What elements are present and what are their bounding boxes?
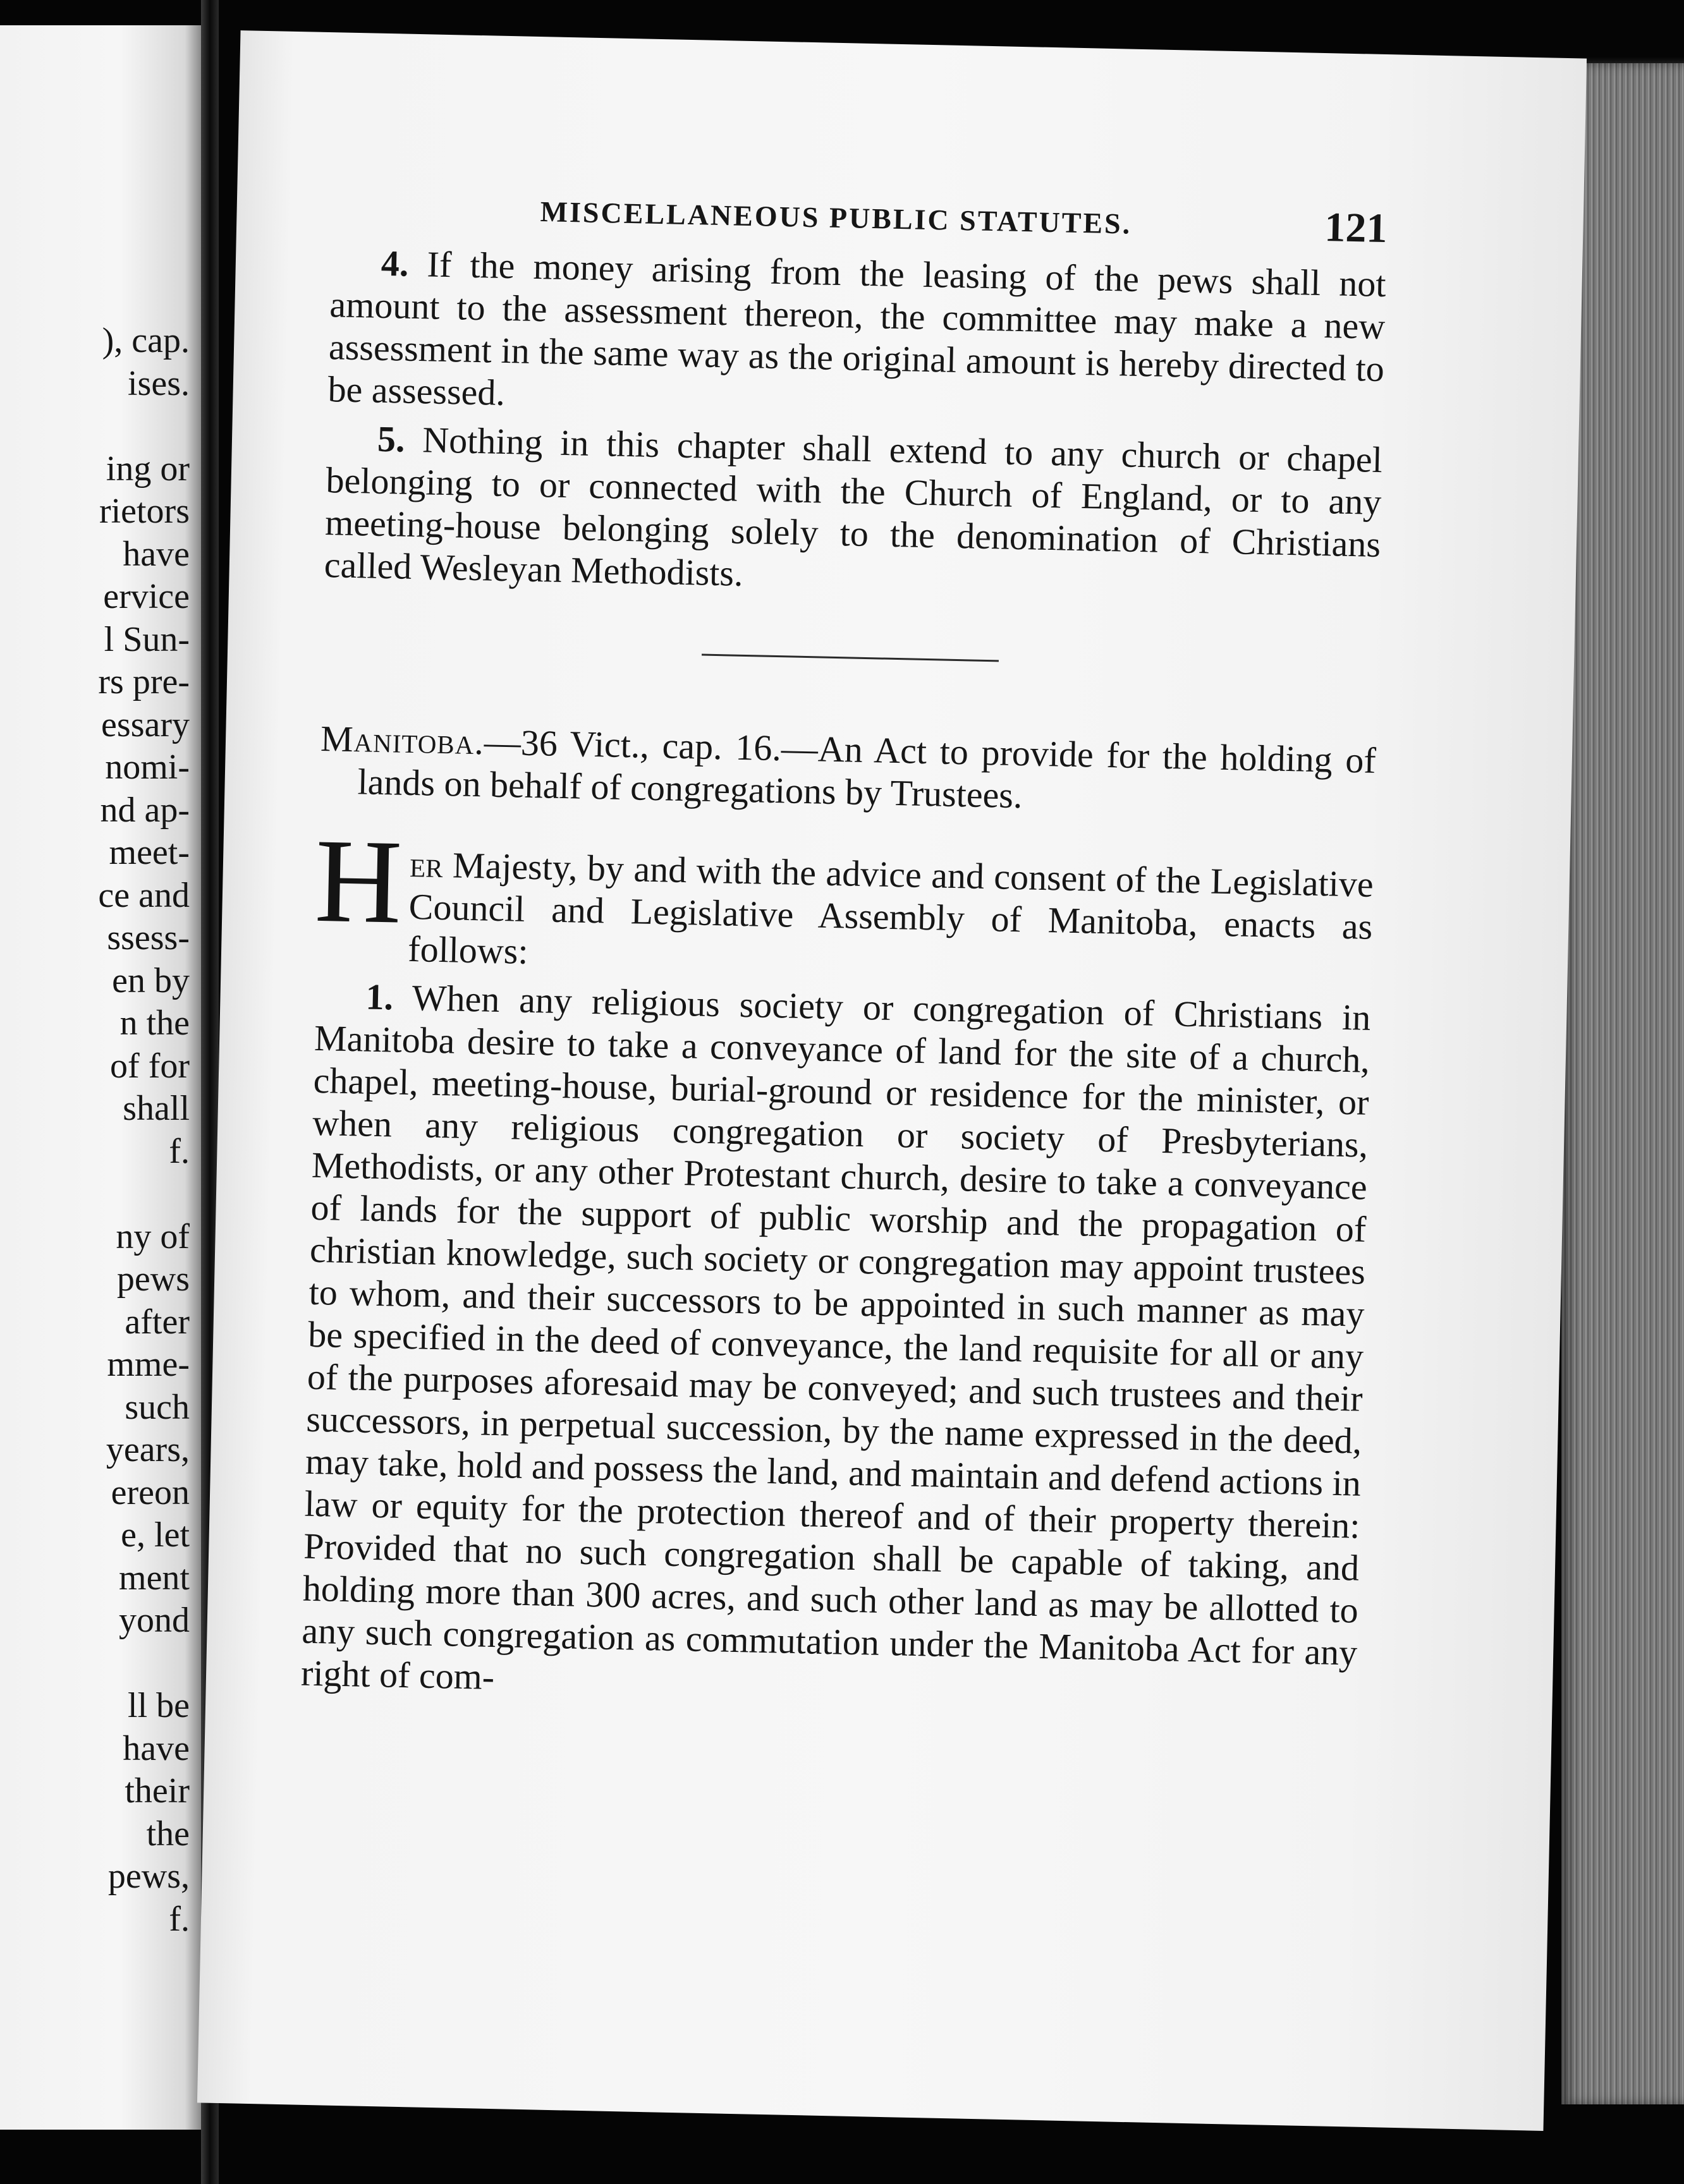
section-1-text: When any religious society or congregation of Christians in Manitoba desire to take a conveyance of land for the site of a church, chapel, meeting-house, burial-ground or residence for the minister, or when any religious congregation or society of Presbyterians, Methodists, or any other Protestant church, desire to take a conveyance of lands for the support of public worship and the propagation of christian knowledge, such society or congregation may appoint trustees to whom, and their successors to be appointed in such manner as may be specified in the deed of conveyance, the land requisite for all or any of the purposes aforesaid may be conveyed; and such trustees and their successors, in perpetual succession, by the name expressed in the deed, may take, hold and possess the land, and maintain and defend actions in law or equity for the protection thereof and of their property therein: Provided that no such congregation shall be capable of taking, and holding more than 300 acres, and such other land as may be allotted to any such congregation as commutation under the Manitoba Act for any right of com-	[300, 976, 1371, 1698]
left-page-fragment: yond	[119, 1601, 190, 1640]
left-page-fragment: of for	[110, 1046, 190, 1086]
left-page-fragment: essary	[101, 705, 190, 744]
act-province: Manitoba.	[320, 717, 485, 763]
left-page-text-fragments	[0, 320, 190, 1941]
left-page-fragment: their	[125, 1771, 190, 1811]
preamble-body: Majesty, by and with the advice and consent of the Legislative Council and Legislative Assembly of Manitoba, enacts as follows:	[407, 844, 1374, 972]
left-page-fragment: such	[125, 1387, 190, 1427]
preamble-text	[314, 814, 1374, 990]
left-page-fragment: ce and	[98, 875, 190, 915]
left-page-fragment: mme-	[107, 1345, 190, 1384]
drop-cap: H	[314, 814, 403, 949]
left-page-fragment: ssess-	[107, 918, 190, 957]
section-5-number: 5.	[377, 418, 406, 460]
preamble	[314, 814, 1374, 990]
left-page-fragment: ), cap.	[102, 321, 190, 360]
left-page-fragment: have	[123, 534, 190, 574]
left-page-fragment: rs pre-	[98, 662, 190, 701]
left-page-fragment: rietors	[99, 492, 190, 531]
left-page-fragment: pews	[116, 1259, 190, 1299]
section-divider-rule	[702, 654, 999, 662]
act-citation: —36 Vict., cap. 16.—An Act to provide for the holding of lands on behalf of congregations by Trustees.	[357, 721, 1377, 816]
left-page-fragment: f.	[169, 1131, 190, 1171]
left-page-fragment: years,	[106, 1430, 190, 1469]
text-column	[300, 190, 1387, 1716]
running-title: MISCELLANEOUS PUBLIC STATUTES.	[540, 195, 1132, 240]
section-1	[300, 974, 1370, 1716]
section-4-text: If the money arising from the leasing of the pews shall not amount to the assessment thereon, the committee may make a new assessment in the same way as the original amount is hereby directed to be assessed.	[327, 243, 1387, 413]
left-page-fragment	[0, 1173, 190, 1216]
left-page-fragment: meet-	[109, 833, 190, 872]
left-page-fragment: pews,	[107, 1857, 190, 1896]
left-page-fragment: ereon	[111, 1472, 190, 1512]
left-page-fragment	[0, 1642, 190, 1685]
left-page-fragment: the	[146, 1814, 190, 1853]
left-page-fragment: nomi-	[105, 748, 190, 787]
left-page-fragment: l Sun-	[104, 619, 190, 659]
section-5	[324, 416, 1382, 608]
section-4-number: 4.	[381, 242, 410, 284]
section-4	[327, 241, 1386, 432]
preamble-first-word: er	[409, 843, 444, 886]
left-page-fragment: ll be	[128, 1686, 190, 1725]
page-number: 121	[1324, 204, 1388, 252]
left-page-fragment: nd ap-	[100, 790, 190, 830]
left-page-fragment: ment	[119, 1558, 190, 1598]
left-facing-page	[0, 25, 201, 2130]
left-page-fragment: ny of	[116, 1216, 190, 1256]
left-page-fragment	[0, 405, 190, 448]
left-page-fragment: f.	[169, 1899, 190, 1939]
section-5-text: Nothing in this chapter shall extend to any church or chapel belonging to or connected with the Church of England, or to any meeting-house belonging solely to the denomination of Christians called Wesleyan Methodists.	[324, 418, 1383, 594]
left-page-fragment: ervice	[103, 577, 190, 616]
right-page	[197, 30, 1587, 2131]
left-page-fragment: have	[123, 1728, 190, 1768]
left-page-fragment: shall	[123, 1089, 190, 1128]
section-1-number: 1.	[365, 976, 394, 1018]
left-page-fragment: ises.	[128, 363, 190, 403]
left-page-fragment: n the	[119, 1004, 190, 1043]
left-page-fragment: e, let	[121, 1515, 190, 1555]
left-page-fragment: en by	[112, 961, 190, 1000]
act-heading	[319, 717, 1376, 824]
left-page-fragment: ing or	[106, 449, 190, 488]
left-page-fragment: after	[125, 1302, 190, 1342]
